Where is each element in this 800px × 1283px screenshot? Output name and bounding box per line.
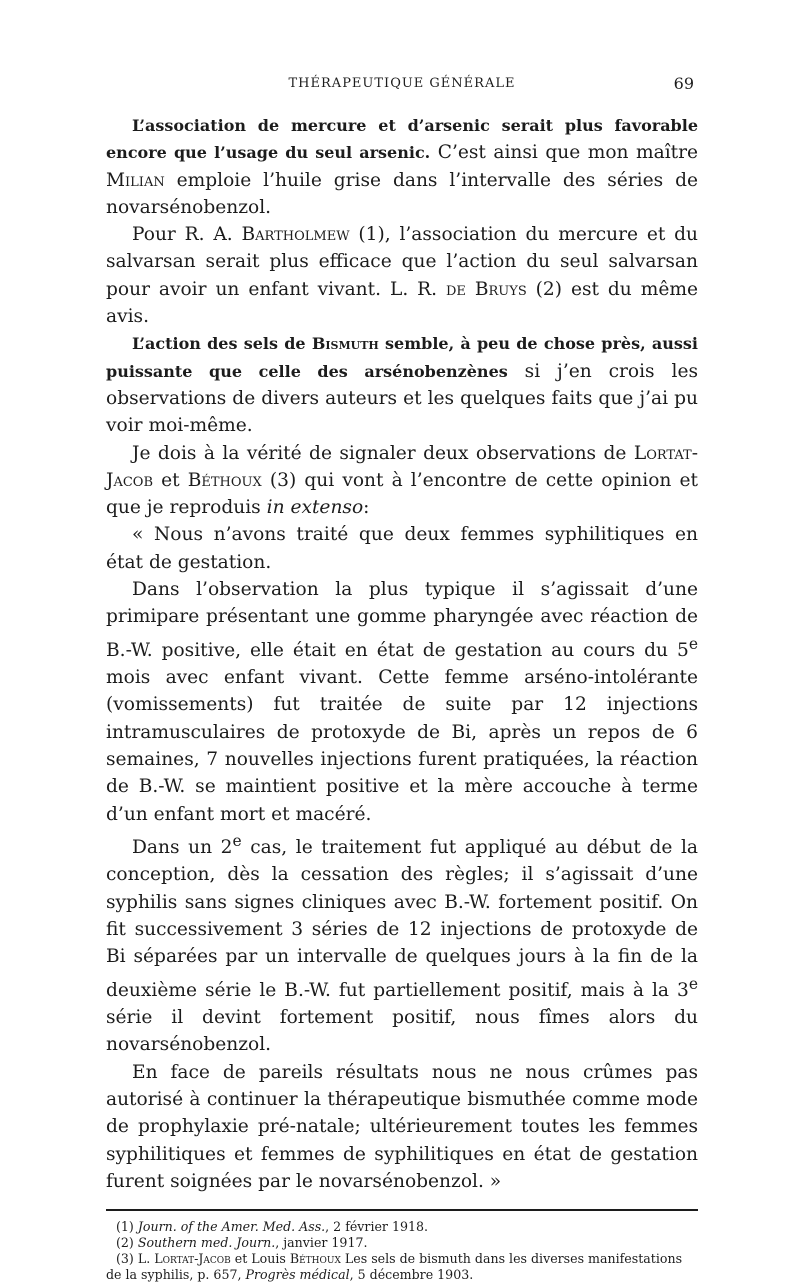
text-run: (2) est du même avis. <box>106 278 698 328</box>
text-run: Dans l’observation la plus typique il s’agissait d’une primipare présentant une gomme pharyngée avec réaction de B.-W. positive, elle était en état de gestation au cours du 5 <box>106 579 698 661</box>
paragraph-bismuth <box>106 330 698 439</box>
body-text <box>106 112 698 1195</box>
bismuth-term: Bismuth <box>311 334 379 354</box>
journal-title: Progrès médical <box>245 1267 350 1283</box>
footnote-number: (1) <box>116 1219 138 1235</box>
text-run: , 5 décembre 1903. <box>349 1267 474 1283</box>
text-run: série il devint fortement positif, nous fîmes alors du novarsénobenzol. <box>106 1007 698 1056</box>
author-name-bartholmew: Bartholmew <box>241 224 350 246</box>
bold-statement: L’action des sels de <box>132 334 312 354</box>
paragraph-first-case <box>106 576 698 828</box>
journal-title: Journ. of the Amer. Med. Ass. <box>137 1219 326 1235</box>
footnotes <box>106 1219 698 1283</box>
latin-phrase: in extenso <box>266 497 364 519</box>
footnote-3 <box>106 1251 698 1283</box>
text-run: emploie l’huile grise dans l’intervalle des séries de novarsénobenzol. <box>106 169 698 218</box>
book-page <box>106 72 698 1283</box>
text-run: C’est ainsi que mon maître <box>430 142 698 164</box>
superscript: e <box>688 974 698 993</box>
footnote-1 <box>106 1219 698 1235</box>
text-run: Les sels de bismuth dans les diverses manifestations de la syphilis, p. 657, <box>106 1251 683 1283</box>
text-run: Je dois à la vérité de signaler deux observations de <box>132 442 634 464</box>
paragraph-lortat-jacob <box>106 440 698 522</box>
author-name-milian: Milian <box>106 169 165 191</box>
text-run: si j’en crois les observations de divers auteurs et les quelques faits que j’ai pu voir moi-même. <box>106 360 698 437</box>
text-run: , janvier 1917. <box>275 1235 368 1251</box>
superscript: e <box>232 831 242 850</box>
text-run: cas, le traitement fut appliqué au début de la conception, dès la cessation des règles; il s’agissait d’une syphilis sans signes cliniques avec B.-W. fortement positif. On fit successivement 3 séries de 12 injections de protoxyde de Bi séparées par un intervalle de quelques jours à la fin de la deuxième série le B.-W. fut partiellement positif, mais à la 3 <box>106 837 698 1001</box>
author-name-bethoux: Béthoux <box>187 469 262 491</box>
text-run: et <box>153 469 188 491</box>
text-run: mois avec enfant vivant. Cette femme arséno-intolérante (vomissements) fut traitée de suite par 12 injections intramusculaires de protoxyde de Bi, après un repos de 6 semaines, 7 nouvelles injections furent pratiquées, la réaction de B.-W. se maintient positive et la mère accouche à terme d’un enfant mort et macéré. <box>106 667 698 825</box>
author-name-lortat-jacob: Lortat-Jacob <box>154 1251 231 1267</box>
footnote-number: (3) L. <box>116 1251 155 1267</box>
journal-title: Southern med. Journ. <box>137 1235 276 1251</box>
text-run: (3) qui vont à l’encontre de cette opinion et que je reproduis <box>106 469 698 519</box>
running-title: THÉRAPEUTIQUE GÉNÉRALE <box>288 76 516 91</box>
footnote-number: (2) <box>116 1235 138 1251</box>
text-run: , 2 février 1918. <box>325 1219 429 1235</box>
author-name-bethoux: Béthoux <box>289 1251 341 1267</box>
paragraph-second-case <box>106 828 698 1059</box>
footnote-2 <box>106 1235 698 1251</box>
author-name-lortat-jacob: Lortat-Jacob <box>106 442 698 491</box>
running-head <box>106 72 698 94</box>
superscript: e <box>688 634 698 653</box>
text-run: : <box>363 497 370 519</box>
text-run: et Louis <box>230 1251 290 1267</box>
bold-statement: L’association de mercure et d’arsenic serait plus favorable encore que l’usage du seul arsenic. <box>106 116 698 163</box>
text-run: Pour R. A. <box>132 224 242 246</box>
page-number: 69 <box>673 74 694 93</box>
author-name-de-bruys: de Bruys <box>446 278 527 300</box>
text-run: Dans un 2 <box>132 837 233 859</box>
paragraph-conclusion: En face de pareils résultats nous ne nous crûmes pas autorisé à continuer la thérapeutique bismuthée comme mode de prophylaxie pré-natale; ultérieurement toutes les femmes syphilitiques et femmes de syphilitiques en état de gestation furent soignées par le novarsénobenzol. » <box>106 1061 698 1192</box>
bold-statement: semble, à peu de chose près, aussi puissante que celle des arsénobenzènes <box>106 334 699 381</box>
paragraph-quote-opening: « Nous n’avons traité que deux femmes syphilitiques en état de gestation. <box>106 524 698 573</box>
paragraph-bartholmew <box>106 221 698 330</box>
paragraph-mercure-arsenic <box>106 112 698 221</box>
text-run: (1), l’association du mercure et du salvarsan serait plus efficace que l’action du seul salvarsan pour avoir un enfant vivant. L. R. <box>106 224 698 300</box>
footnote-divider <box>106 1209 698 1211</box>
